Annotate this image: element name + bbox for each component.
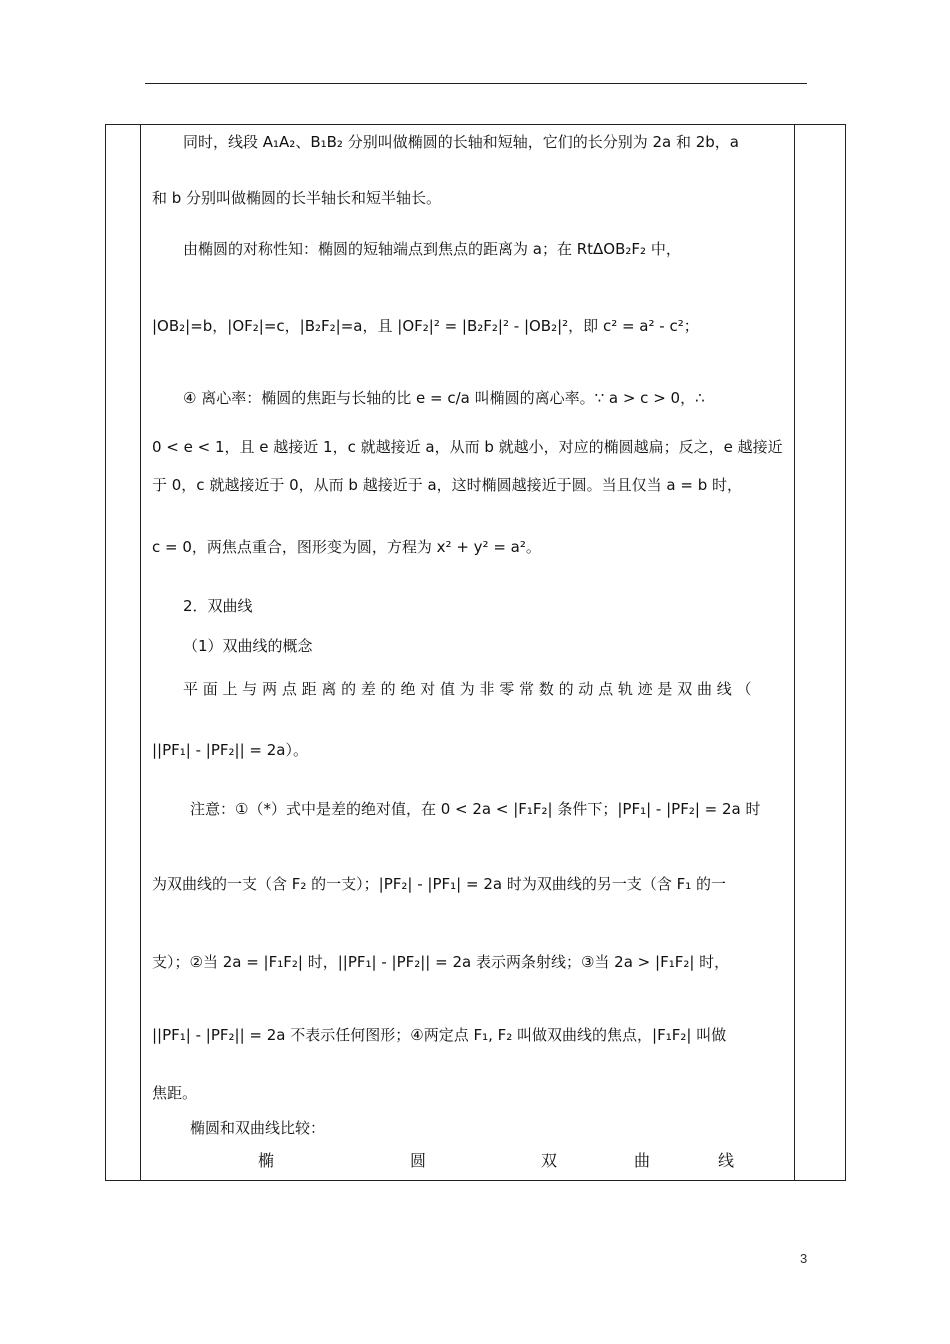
text-line: 为双曲线的一支（含 F₂ 的一支）；|PF₂| - |PF₁| = 2a 时为双曲线的另一支（含 F₁ 的一 — [152, 875, 727, 893]
text-line: 0 < e < 1，且 e 越接近 1，c 就越接近 a，从而 b 就越小，对应的椭圆越扁；反之，e 越接近 — [152, 438, 783, 456]
header-rule — [145, 83, 807, 84]
table-header-cell: 圆 — [410, 1151, 427, 1170]
page-number: 3 — [800, 1251, 808, 1266]
text-line: 同时，线段 A₁A₂、B₁B₂ 分别叫做椭圆的长轴和短轴，它们的长分别为 2a 和 2b，a — [183, 133, 739, 151]
text-line: |OB₂|=b，|OF₂|=c，|B₂F₂|=a，且 |OF₂|² = |B₂F₂|² - |OB₂|²，即 c² = a² - c²； — [152, 317, 699, 335]
text-line: 支）；②当 2a = |F₁F₂| 时，||PF₁| - |PF₂|| = 2a 表示两条射线；③当 2a > |F₁F₂| 时， — [152, 953, 730, 971]
table-header-cell: 线 — [718, 1151, 735, 1170]
table-header-cell: 曲 — [634, 1151, 651, 1170]
text-line: 椭圆和双曲线比较： — [190, 1119, 326, 1137]
table-header-cell: 椭 — [258, 1151, 275, 1170]
text-line: 平 面 上 与 两 点 距 离 的 差 的 绝 对 值 为 非 零 常 数 的 动 点 轨 迹 是 双 曲 线 （ — [183, 680, 752, 698]
text-line: ④ 离心率：椭圆的焦距与长轴的比 e = c/a 叫椭圆的离心率。∵ a > c > 0，∴ — [183, 389, 705, 407]
text-line: 和 b 分别叫做椭圆的长半轴长和短半轴长。 — [152, 189, 442, 207]
subsection-heading: （1）双曲线的概念 — [183, 637, 313, 655]
text-line: 注意：①（*）式中是差的绝对值，在 0 < 2a < |F₁F₂| 条件下；|PF₁| - |PF₂| = 2a 时 — [190, 800, 761, 818]
text-line: 焦距。 — [152, 1084, 198, 1102]
table-header-cell: 双 — [541, 1151, 558, 1170]
section-heading: 2．双曲线 — [183, 597, 253, 615]
text-line: 由椭圆的对称性知：椭圆的短轴端点到焦点的距离为 a；在 RtΔOB₂F₂ 中， — [183, 240, 681, 258]
text-line: ||PF₁| - |PF₂|| = 2a 不表示任何图形；④两定点 F₁, F₂ 叫做双曲线的焦点，|F₁F₂| 叫做 — [152, 1026, 727, 1044]
text-line: 于 0，c 就越接近于 0，从而 b 越接近于 a，这时椭圆越接近于圆。当且仅当 a = b 时， — [152, 476, 743, 494]
table-right-column-divider — [794, 124, 795, 1181]
table-left-column-divider — [140, 124, 141, 1181]
text-line: c = 0，两焦点重合，图形变为圆，方程为 x² + y² = a²。 — [152, 538, 541, 556]
text-line: ||PF₁| - |PF₂|| = 2a）。 — [152, 741, 308, 759]
